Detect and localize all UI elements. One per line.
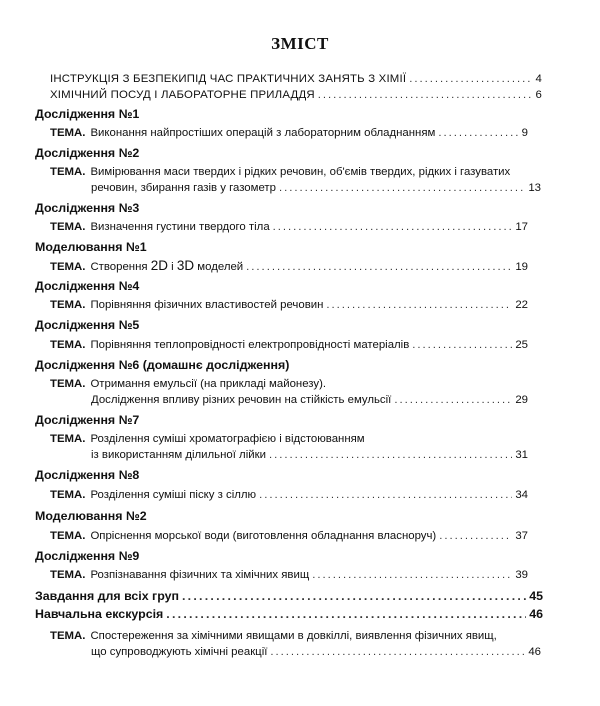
toc-entry-text: що супроводжують хімічні реакції	[91, 646, 268, 658]
toc-page-number: 29	[515, 394, 528, 406]
toc-entry-topic	[50, 488, 528, 502]
toc-entry-text: Виконання найпростіших операцій з лабораторним обладнанням	[90, 127, 436, 139]
toc-page-number: 31	[515, 449, 528, 461]
dot-leader	[439, 529, 512, 543]
toc-entry-text: Порівняння теплопровідності електропровідності матеріалів	[90, 339, 410, 351]
toc-page-number: 39	[515, 569, 528, 581]
toc-entry-text: Визначення густини твердого тіла	[90, 221, 270, 233]
section-heading: Дослідження №5	[35, 318, 140, 332]
topic-label: ТЕМА.	[50, 569, 86, 581]
topic-label: ТЕМА.	[50, 127, 86, 139]
dot-leader	[412, 338, 512, 352]
toc-entry-text: Дослідження впливу різних речовин на стійкість емульсії	[91, 394, 392, 406]
dot-leader	[279, 181, 525, 195]
toc-entry-text: Створення	[90, 261, 151, 273]
dot-leader	[259, 488, 512, 502]
topic-label: ТЕМА.	[50, 166, 86, 178]
toc-entry-topic	[50, 126, 528, 140]
toc-page-number: 6	[535, 89, 542, 101]
toc-page-number: 37	[515, 530, 528, 542]
section-heading: Дослідження №1	[35, 107, 140, 121]
section-heading: Дослідження №6 (домашнє дослідження)	[35, 358, 290, 372]
toc-entry-text: Розпізнавання фізичних та хімічних явищ	[90, 569, 310, 581]
toc-entry-text: речовин, збирання газів у газометр	[91, 182, 276, 194]
toc-page-number: 46	[528, 646, 541, 658]
toc-entry-text: Спостереження за хімічними явищами в довкіллі, виявлення фізичних явищ,	[90, 630, 497, 642]
topic-label: ТЕМА.	[50, 433, 86, 445]
section-heading: Дослідження №8	[35, 468, 140, 482]
topic-label: ТЕМА.	[50, 489, 86, 501]
dot-leader	[166, 607, 526, 621]
toc-entry-topic	[50, 338, 528, 352]
dot-leader	[269, 448, 512, 462]
toc-entry-lab-equipment	[50, 88, 542, 102]
toc-entry-topic	[50, 629, 497, 643]
toc-entry-text: і	[168, 261, 177, 273]
toc-entry-topic	[50, 220, 528, 234]
toc-entry-text: ХІМІЧНИЙ ПОСУД І ЛАБОРАТОРНЕ ПРИЛАДДЯ	[50, 89, 315, 101]
toc-entry-text: Завдання для всіх груп	[35, 589, 179, 603]
toc-page-number: 45	[529, 589, 543, 603]
toc-entry-text: 3D	[176, 258, 195, 273]
toc-page-number: 17	[515, 221, 528, 233]
toc-entry-excursion	[35, 607, 543, 621]
section-heading: Дослідження №4	[35, 279, 140, 293]
toc-entry-topic	[50, 529, 528, 543]
toc-page-number: 34	[515, 489, 528, 501]
toc-page-number: 9	[521, 127, 528, 139]
dot-leader	[409, 72, 532, 86]
section-heading: Дослідження №7	[35, 413, 140, 427]
dot-leader	[246, 260, 512, 274]
topic-label: ТЕМА.	[50, 530, 86, 542]
toc-entry-tasks	[35, 589, 543, 603]
section-heading: Дослідження №9	[35, 549, 140, 563]
dot-leader	[394, 393, 512, 407]
section-heading: Дослідження №2	[35, 146, 140, 160]
topic-label: ТЕМА.	[50, 378, 86, 390]
toc-entry-topic-continued	[91, 645, 541, 659]
toc-entry-topic-continued	[91, 181, 541, 195]
section-heading: Моделювання №1	[35, 240, 147, 254]
toc-entry-text: Опріснення морської води (виготовлення обладнання власноруч)	[90, 530, 437, 542]
dot-leader	[318, 88, 533, 102]
toc-entry-text: Вимірювання маси твердих і рідких речовин, об'ємів твердих, рідких і газуватих	[90, 166, 511, 178]
toc-page-number: 25	[515, 339, 528, 351]
dot-leader	[438, 126, 518, 140]
topic-label: ТЕМА.	[50, 261, 86, 273]
toc-page-number: 19	[515, 261, 528, 273]
section-heading: Моделювання №2	[35, 509, 147, 523]
toc-entry-topic	[50, 377, 326, 391]
toc-entry-text: Розділення суміші хроматографією і відстоюванням	[90, 433, 365, 445]
toc-entry-text: із використанням ділильної лійки	[91, 449, 266, 461]
toc-entry-text: Порівняння фізичних властивостей речовин	[90, 299, 324, 311]
page-title: ЗМІСТ	[271, 34, 329, 53]
toc-entry-topic-continued	[91, 393, 528, 407]
dot-leader	[273, 220, 513, 234]
topic-label: ТЕМА.	[50, 339, 86, 351]
toc-page-number: 22	[515, 299, 528, 311]
toc-entry-text: Навчальна екскурсія	[35, 607, 164, 621]
toc-page-number: 4	[535, 73, 542, 85]
toc-entry-text: моделей	[194, 261, 244, 273]
topic-label: ТЕМА.	[50, 299, 86, 311]
topic-label: ТЕМА.	[50, 221, 86, 233]
dot-leader	[182, 589, 526, 603]
topic-label: ТЕМА.	[50, 630, 86, 642]
toc-entry-topic-continued	[91, 448, 528, 462]
section-heading: Дослідження №3	[35, 201, 140, 215]
toc-entry-topic	[50, 298, 528, 312]
dot-leader	[326, 298, 512, 312]
toc-page-number: 46	[529, 607, 543, 621]
toc-entry-topic	[50, 568, 528, 582]
toc-entry-text: 2D	[150, 258, 168, 273]
dot-leader	[312, 568, 512, 582]
toc-entry-text: Розділення суміші піску з сіллю	[90, 489, 257, 501]
toc-entry-safety-instructions	[50, 72, 542, 86]
toc-entry-text: Отримання емульсії (на прикладі майонезу).	[90, 378, 327, 390]
toc-entry-topic	[50, 165, 510, 179]
toc-entry-topic	[50, 432, 365, 446]
toc-entry-topic	[50, 259, 528, 274]
toc-page-number: 13	[528, 182, 541, 194]
dot-leader	[270, 645, 525, 659]
toc-entry-text: ІНСТРУКЦІЯ З БЕЗПЕКИПІД ЧАС ПРАКТИЧНИХ ЗАНЯТЬ З ХІМІЇ	[50, 73, 407, 85]
